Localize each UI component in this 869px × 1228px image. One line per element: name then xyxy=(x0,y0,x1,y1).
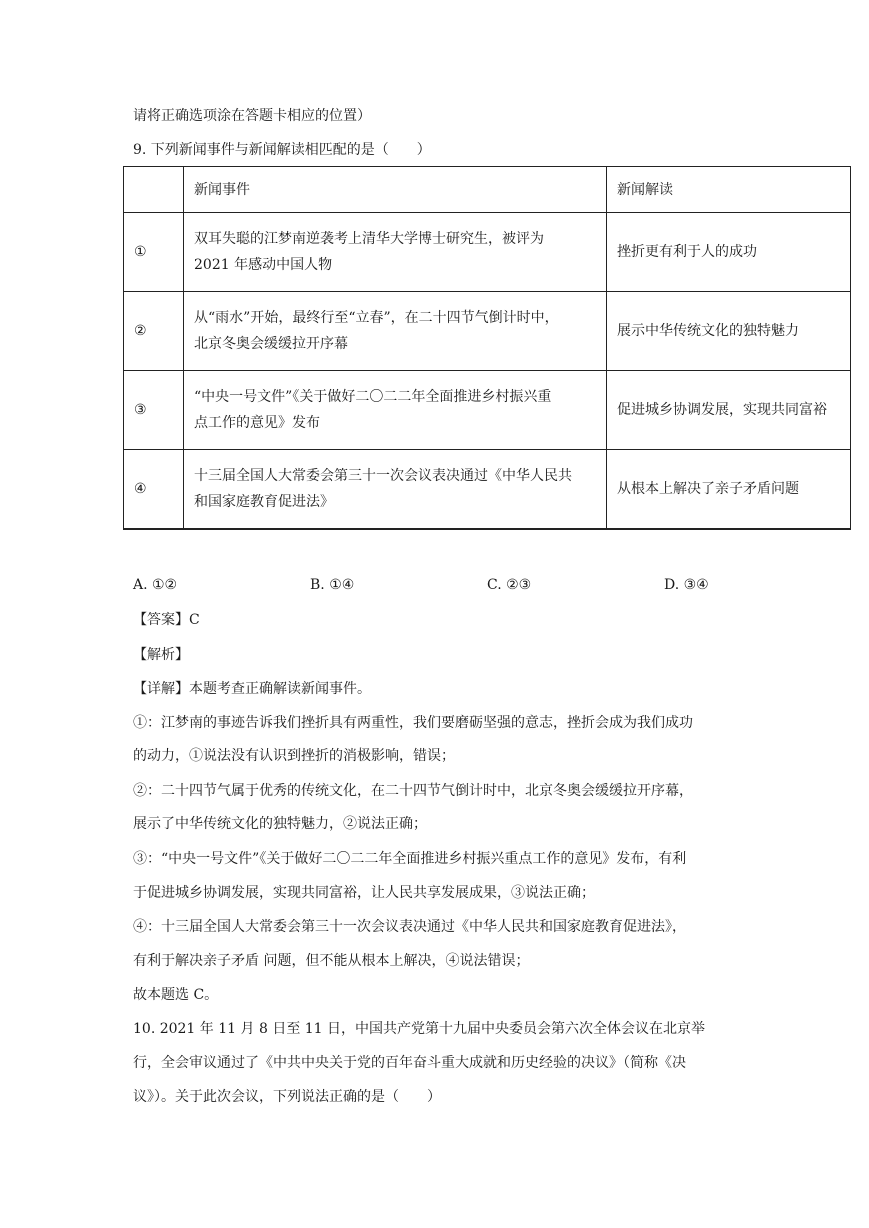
detail-line: 有利于解决亲子矛盾 问题，但不能从根本上解决，④说法错误； xyxy=(133,953,530,969)
detail-line: ②：二十四节气属于优秀的传统文化，在二十四节气倒计时中，北京冬奥会缓缓拉开序幕， xyxy=(133,783,693,799)
news-event-cell xyxy=(184,292,607,371)
news-event-cell xyxy=(184,450,607,530)
news-event-line: 2021 年感动中国人物 xyxy=(194,257,333,273)
header-note: 请将正确选项涂在答题卡相应的位置） xyxy=(133,108,371,124)
table-row xyxy=(124,292,851,371)
table-header-cell: 新闻事件 xyxy=(184,167,607,213)
table-row xyxy=(124,371,851,450)
option-a: A. ①② xyxy=(133,577,178,593)
option-d: D. ③④ xyxy=(664,577,709,593)
news-event-line: 双耳失聪的江梦南逆袭考上清华大学博士研究生，被评为 xyxy=(194,231,544,247)
row-number: ① xyxy=(124,213,184,292)
news-reading-cell: 促进城乡协调发展，实现共同富裕 xyxy=(607,371,851,450)
news-reading-cell: 挫折更有利于人的成功 xyxy=(607,213,851,292)
detail-line: ①：江梦南的事迹告诉我们挫折具有两重性，我们要磨砺坚强的意志，挫折会成为我们成功 xyxy=(133,715,693,731)
news-event-line: 北京冬奥会缓缓拉开序幕 xyxy=(194,336,348,352)
detail-line: 【详解】本题考查正确解读新闻事件。 xyxy=(133,681,371,697)
detail-line: 故本题选 C。 xyxy=(133,987,219,1003)
table-header-cell: 新闻解读 xyxy=(607,167,851,213)
question-9-stem: 9. 下列新闻事件与新闻解读相匹配的是（ ） xyxy=(133,142,431,158)
detail-line: 于促进城乡协调发展，实现共同富裕，让人民共享发展成果，③说法正确； xyxy=(133,885,595,901)
detail-line: ③：“中央一号文件”《关于做好二〇二二年全面推进乡村振兴重点工作的意见》发布，有利 xyxy=(133,851,687,867)
table-header-row xyxy=(124,167,851,213)
news-event-line: 点工作的意见》发布 xyxy=(194,415,320,431)
table-row xyxy=(124,450,851,530)
analysis-label: 【解析】 xyxy=(133,647,189,663)
detail-line: 展示了中华传统文化的独特魅力，②说法正确； xyxy=(133,816,427,832)
detail-line: ④：十三届全国人大常委会第三十一次会议表决通过《中华人民共和国家庭教育促进法》， xyxy=(133,919,686,935)
table-header-cell xyxy=(124,167,184,213)
news-event-line: 从“雨水”开始，最终行至“立春”，在二十四节气倒计时中， xyxy=(194,310,559,326)
question-10-line: 行，全会审议通过了《中共中央关于党的百年奋斗重大成就和历史经验的决议》（简称《决 xyxy=(133,1055,686,1071)
news-table xyxy=(123,166,851,530)
news-event-line: “中央一号文件”《关于做好二〇二二年全面推进乡村振兴重 xyxy=(194,389,552,405)
news-event-line: 十三届全国人大常委会第三十一次会议表决通过《中华人民共 xyxy=(194,468,572,484)
table-row xyxy=(124,213,851,292)
question-10-line: 议》）。关于此次会议，下列说法正确的是（ ） xyxy=(133,1089,441,1105)
detail-line: 的动力，①说法没有认识到挫折的消极影响，错误； xyxy=(133,748,455,764)
news-reading-cell: 从根本上解决了亲子矛盾问题 xyxy=(607,450,851,530)
news-event-cell xyxy=(184,371,607,450)
row-number: ④ xyxy=(124,450,184,530)
news-event-line: 和国家庭教育促进法》 xyxy=(194,494,334,510)
row-number: ② xyxy=(124,292,184,371)
question-10-line: 10. 2021 年 11 月 8 日至 11 日，中国共产党第十九届中央委员会第六次全体会议在北京举 xyxy=(133,1021,706,1037)
answer-line: 【答案】C xyxy=(133,612,200,628)
option-c: C. ②③ xyxy=(487,577,532,593)
option-b: B. ①④ xyxy=(310,577,355,593)
row-number: ③ xyxy=(124,371,184,450)
news-reading-cell: 展示中华传统文化的独特魅力 xyxy=(607,292,851,371)
news-event-cell xyxy=(184,213,607,292)
